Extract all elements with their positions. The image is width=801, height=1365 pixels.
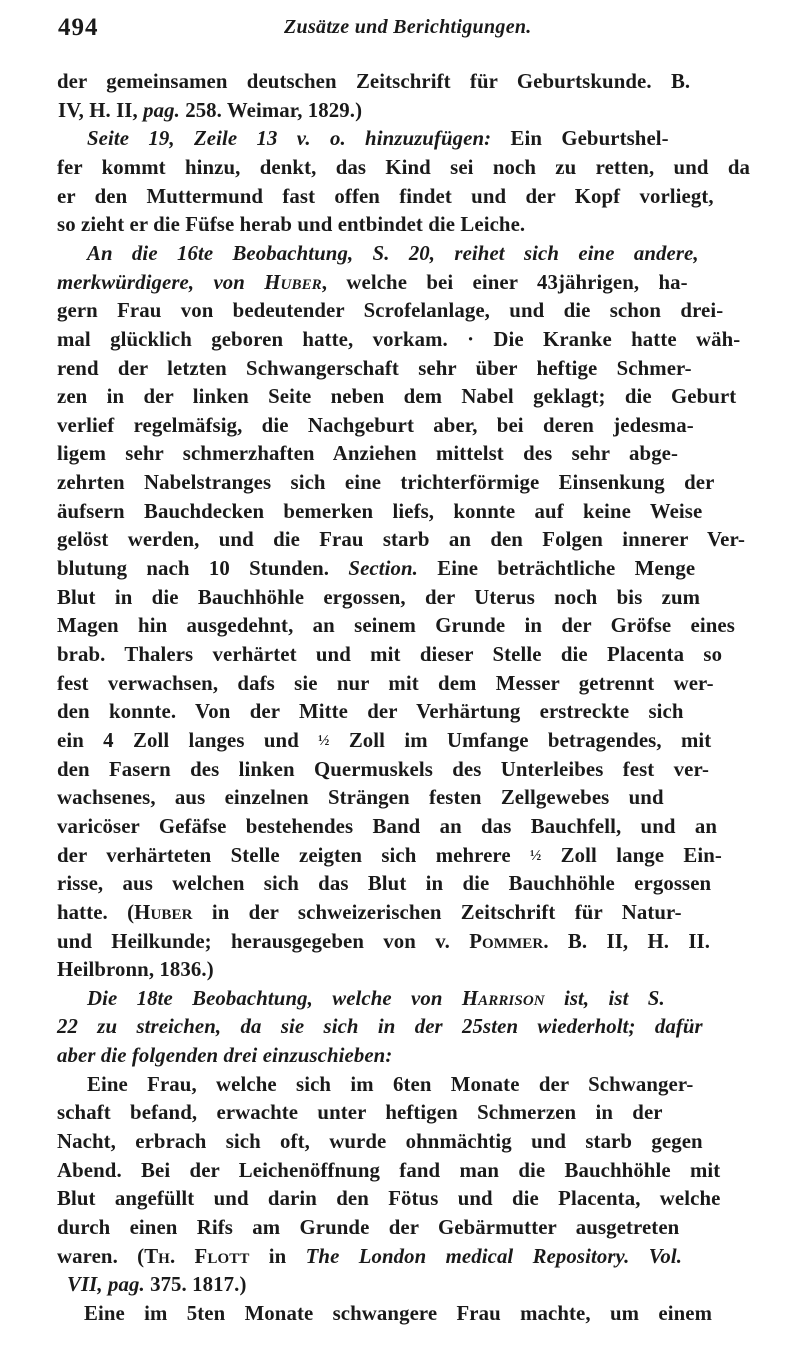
text-run: varicöser Gefäfse bestehendes Band an das Bauchfell, und an [57,815,718,838]
text-line [57,1100,663,1126]
text-run: An die 16te Beobachtung, S. 20, reihet sich eine andere, [87,242,699,265]
text-line [57,155,750,181]
text-line [57,384,736,410]
text-line [57,556,695,582]
text-line [57,671,714,697]
page-header [58,14,758,50]
text-run: VII, pag. [67,1273,145,1296]
text-run: . B. II, H. II. [543,930,711,953]
text-run: Nacht, erbrach sich oft, wurde ohnmächtig und starb gegen [57,1130,703,1153]
text-run: Section. [348,557,418,580]
text-run: aber die folgenden drei einzuschieben: [57,1044,393,1067]
text-run: ½ [530,848,542,864]
text-run: den konnte. Von der Mitte der Verhärtung erstreckte sich [57,700,684,723]
text-run: , welche bei einer 43jährigen, ha- [321,271,688,294]
text-line [57,270,688,296]
text-run: rend der letzten Schwangerschaft sehr über heftige Schmer- [57,357,692,380]
text-run: ligem sehr schmerzhaften Anziehen mittelst des sehr abge- [57,442,679,465]
text-line [57,642,722,668]
text-line [57,585,700,611]
text-run: Huber [264,271,322,294]
text-line [57,1043,392,1069]
text-line [58,98,362,124]
text-line [57,1158,720,1184]
text-run: schaft befand, erwachte unter heftigen Schmerzen in der [57,1101,663,1124]
text-run: risse, aus welchen sich das Blut in die Bauchhöhle ergossen [57,872,712,895]
text-line [57,1215,679,1241]
text-run: brab. Thalers verhärtet und mit dieser Stelle die Placenta so [57,643,723,666]
page-number: 494 [58,14,99,41]
text-run: äufsern Bauchdecken bemerken liefs, konnte auf keine Weise [57,500,703,523]
text-run: gelöst werden, und die Frau starb an den Folgen innerer Ver- [57,528,746,551]
text-run: und Heilkunde; herausgegeben von v. [57,930,470,953]
text-run: ½ [318,733,330,749]
text-line [57,212,525,238]
text-run: ein 4 Zoll langes und [57,729,319,752]
text-line [87,1072,693,1098]
text-line [57,356,692,382]
text-run: Seite 19, Zeile 13 v. o. hinzuzufügen: [87,127,492,150]
text-line [57,785,664,811]
text-run: merkwürdigere, von [57,271,265,294]
text-run: Die 18te Beobachtung, welche von [87,987,462,1010]
text-line [57,613,735,639]
text-run: wachsenes, aus einzelnen Strängen festen Zellgewebes und [57,786,664,809]
text-run: Blut in die Bauchhöhle ergossen, der Uterus noch bis zum [57,586,701,609]
text-run: IV, H. II, [58,99,144,122]
text-run: 22 zu streichen, da sie sich in der 25sten wiederholt; dafür [57,1015,703,1038]
running-head: Zusätze und Berichtigungen. [284,16,532,38]
text-run: Magen hin ausgedehnt, an seinem Grunde in der Gröfse eines [57,614,735,637]
text-run: in der schweizerischen Zeitschrift für Natur- [192,901,682,924]
text-run: verlief regelmäfsig, die Nachgeburt aber, bei deren jedesma- [57,414,694,437]
text-line [57,929,710,955]
text-line [57,527,745,553]
text-run: hatte. ( [57,901,135,924]
text-run: Eine beträchtliche Menge [417,557,696,580]
text-line [57,814,717,840]
text-run: den Fasern des linken Quermuskels des Unterleibes fest ver- [57,758,710,781]
text-line [84,1301,712,1327]
text-run: The London medical Repository. Vol. [305,1245,683,1268]
text-line [57,728,711,754]
text-line [67,1272,246,1298]
text-run: 258. Weimar, 1829.) [179,99,363,122]
text-run: Abend. Bei der Leichenöffnung fand man die Bauchhöhle mit [57,1159,721,1182]
text-run: Ein Geburtshel- [491,127,669,150]
text-run: blutung nach 10 Stunden. [57,557,349,580]
text-run: zehrten Nabelstranges sich eine trichterförmige Einsenkung der [57,471,715,494]
text-run: durch einen Rifs am Grunde der Gebärmutter ausgetreten [57,1216,680,1239]
text-line [57,413,694,439]
text-line [57,499,702,525]
text-line [57,900,682,926]
text-run: Heilbronn, 1836.) [57,958,214,981]
text-run: Th. Flott [144,1245,250,1268]
text-run: Blut angefüllt und darin den Fötus und die Placenta, welche [57,1187,721,1210]
text-line [57,843,722,869]
text-run: pag. [143,99,180,122]
text-line [57,1014,703,1040]
text-line [87,241,699,267]
text-run: waren. ( [57,1245,145,1268]
text-run: fer kommt hinzu, denkt, das Kind sei noch zu retten, und da [57,156,751,179]
text-line [57,470,714,496]
text-run: 375. 1817.) [144,1273,247,1296]
text-line [57,327,740,353]
text-run: mal glücklich geboren hatte, vorkam. · Die Kranke hatte wäh- [57,328,741,351]
text-line [57,1244,682,1270]
text-line [57,1129,703,1155]
text-line [57,69,690,95]
text-line [87,986,665,1012]
text-run: zen in der linken Seite neben dem Nabel geklagt; die Geburt [57,385,737,408]
text-run: ist, ist S. [544,987,665,1010]
text-line [57,1186,720,1212]
text-line [87,126,669,152]
text-run: der verhärteten Stelle zeigten sich mehrere [57,844,531,867]
text-line [57,871,711,897]
text-line [57,757,709,783]
text-run: in [249,1245,306,1268]
text-run: Huber [134,901,193,924]
text-run: so zieht er die Füfse herab und entbindet die Leiche. [57,213,526,236]
text-run: er den Muttermund fast offen findet und der Kopf vorliegt, [57,185,714,208]
text-run: gern Frau von bedeutender Scrofelanlage, und die schon drei- [57,299,724,322]
text-run: fest verwachsen, dafs sie nur mit dem Messer getrennt wer- [57,672,714,695]
text-run: der gemeinsamen deutschen Zeitschrift für Geburtskunde. B. [57,70,691,93]
text-run: Pommer [469,930,544,953]
text-run: Eine Frau, welche sich im 6ten Monate der Schwanger- [87,1073,694,1096]
text-line [57,699,684,725]
text-line [57,298,723,324]
text-line [57,441,678,467]
text-run: Zoll lange Ein- [541,844,722,867]
text-line [57,184,714,210]
text-run: Zoll im Umfange betragendes, mit [329,729,712,752]
text-line [57,957,214,983]
text-run: Harrison [461,987,545,1010]
text-run: Eine im 5ten Monate schwangere Frau machte, um einem [84,1302,712,1325]
